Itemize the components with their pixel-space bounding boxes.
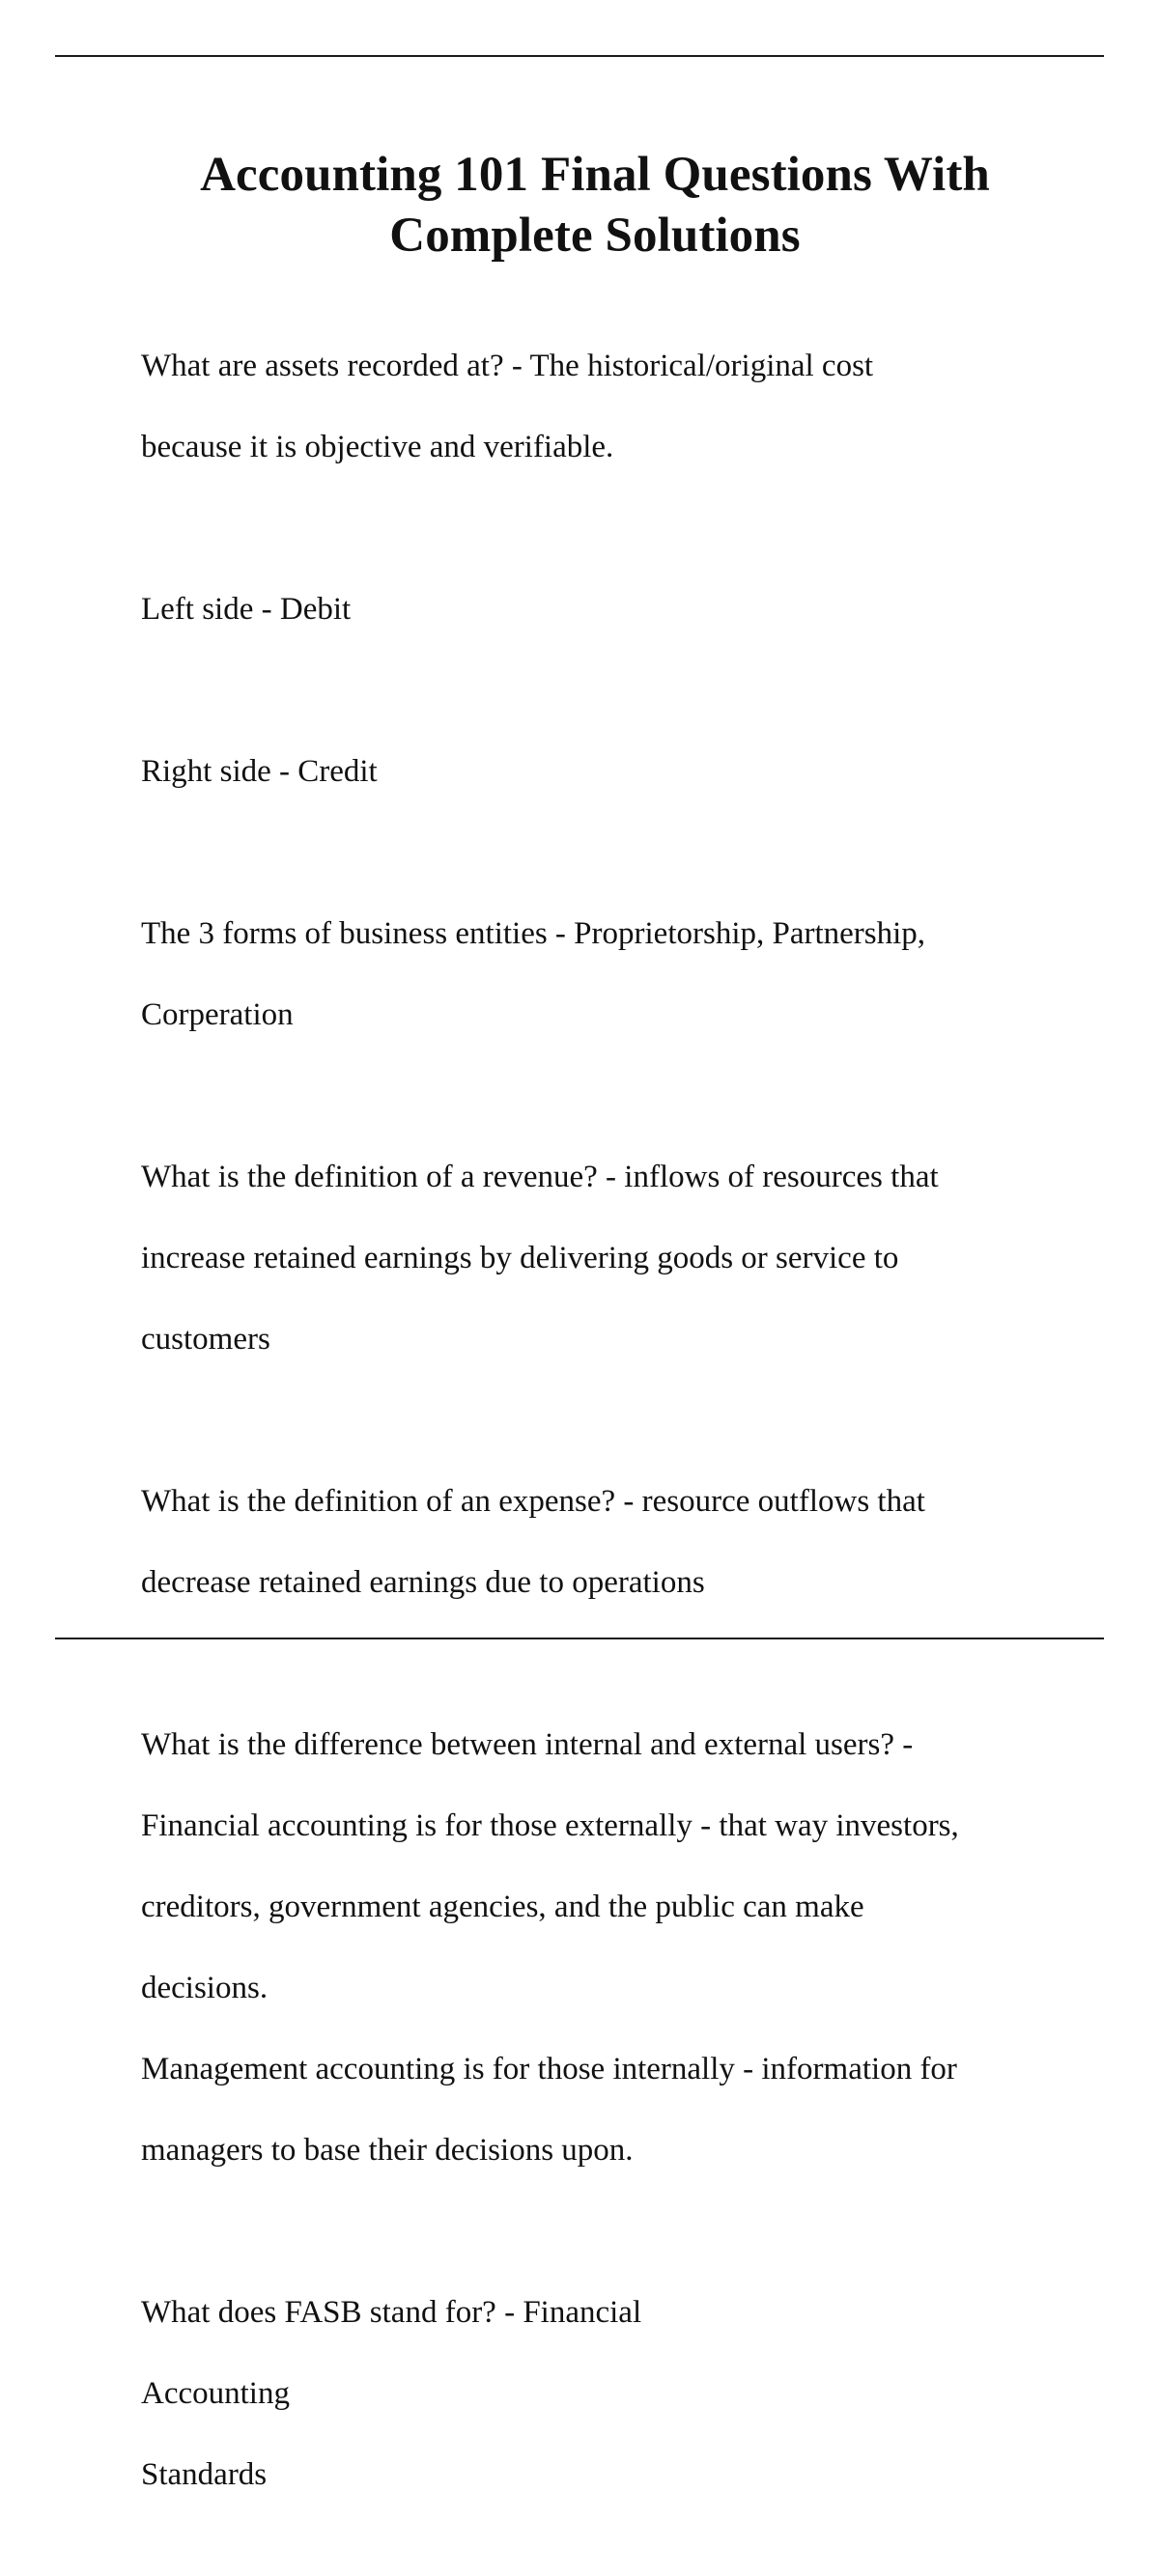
qa-internal-external-users [141,1684,1049,2211]
text-line: Right side - Credit [141,754,378,789]
qa-left-side [141,548,1049,670]
text-line: What does FASB stand for? - Financial [141,2295,642,2330]
qa-revenue-definition [141,1116,1049,1400]
text-line: Financial accounting is for those externally - that way investors, [141,1808,959,1843]
qa-business-entities [141,873,1049,1076]
text-line: customers [141,1322,270,1357]
text-line: creditors, government agencies, and the public can make [141,1890,864,1924]
text-line: What is the definition of an expense? - resource outflows that [141,1484,925,1519]
document-body [141,305,1049,2535]
qa-expense-definition [141,1441,1049,1643]
document-title [122,145,1068,266]
text-line: managers to base their decisions upon. [141,2133,634,2168]
document-page [141,145,1049,2576]
text-line: Standards [141,2457,268,2492]
text-line: Accounting [141,2376,290,2411]
text-line: The 3 forms of business entities - Proprietorship, Partnership, [141,916,926,951]
title-line: Complete Solutions [389,209,801,263]
text-line: increase retained earnings by delivering goods or service to [141,1241,899,1275]
text-line: Left side - Debit [141,592,352,627]
text-line: decisions. [141,1971,269,2005]
top-divider [55,55,1104,57]
text-line: Management accounting is for those internally - information for [141,2052,957,2086]
qa-fasb [141,2252,1049,2535]
text-line: What are assets recorded at? - The historical/original cost [141,349,874,383]
title-line: Accounting 101 Final Questions With [200,148,990,202]
qa-right-side [141,711,1049,832]
text-line: decrease retained earnings due to operations [141,1565,705,1600]
text-line: What is the difference between internal and external users? - [141,1727,914,1762]
qa-assets-recorded [141,305,1049,508]
text-line: What is the definition of a revenue? - inflows of resources that [141,1160,939,1194]
text-line: because it is objective and verifiable. [141,430,614,464]
bottom-divider [55,1638,1104,1639]
text-line: Corperation [141,997,294,1032]
